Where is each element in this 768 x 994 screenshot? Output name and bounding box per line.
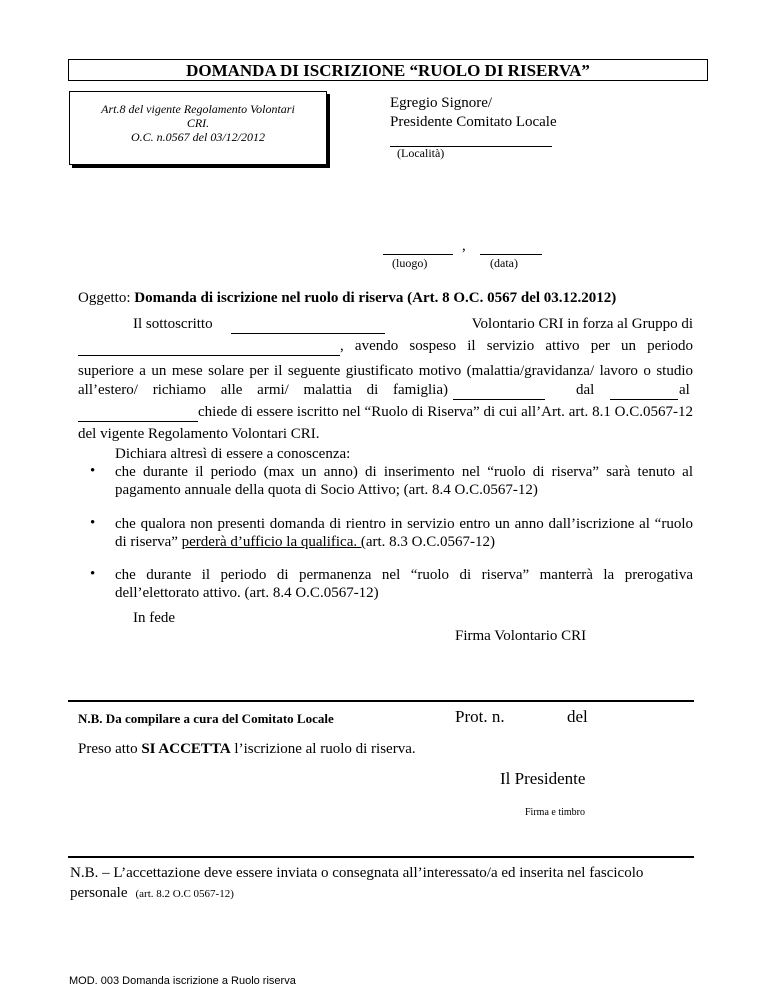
- place-field[interactable]: [383, 240, 453, 255]
- reference-line-1: Art.8 del vigente Regolamento Volontari: [101, 102, 295, 116]
- addressee-line-1: Egregio Signore/: [390, 95, 493, 111]
- place-label: (luogo): [392, 256, 428, 270]
- protocol-label: Prot. n.: [455, 707, 505, 726]
- acceptance-prefix: Preso atto: [78, 741, 138, 757]
- in-fede-label: In fede: [133, 610, 176, 626]
- body-group-label: Volontario CRI in forza al Gruppo di: [471, 316, 693, 332]
- final-note-ref: (art. 8.2 O.C 0567-12): [135, 888, 234, 900]
- date-field[interactable]: [480, 240, 542, 255]
- to-date-field-continued[interactable]: [78, 405, 198, 422]
- to-label: al: [679, 382, 690, 398]
- bullet-2-text: che qualora non presenti domanda di rientro in servizio entro un anno dall’iscrizione al “ruolo di riserva”: [115, 516, 693, 550]
- place-date-separator: ,: [462, 238, 466, 254]
- bullet-item-2: [115, 515, 693, 551]
- body-signer-label: Il sottoscritto: [133, 316, 213, 332]
- bullet-item-3: che durante il periodo di permanenza nel “ruolo di riserva” manterrà la prerogativa dell’elettorato attivo. (art. 8.4 O.C.0567-12): [115, 567, 693, 601]
- committee-note: N.B. Da compilare a cura del Comitato Locale: [78, 711, 334, 726]
- bullet-dot: •: [90, 566, 96, 582]
- form-code-footer: MOD. 003 Domanda iscrizione a Ruolo riserva: [69, 975, 296, 987]
- body-line-3: superiore a un mese solare per il seguente giustificato motivo (malattia/gravidanza/ lavoro o studio: [78, 363, 693, 379]
- declaration-intro: Dichiara altresì di essere a conoscenza:: [115, 446, 351, 462]
- from-label: dal: [576, 382, 595, 398]
- regulation-reference-box: [69, 91, 327, 165]
- bullet-2-ref: art. 8.3 O.C.0567-12): [365, 534, 496, 550]
- section-divider: [68, 700, 694, 702]
- addressee-line-2: Presidente Comitato Locale: [390, 114, 557, 130]
- volunteer-signature-label: Firma Volontario CRI: [455, 628, 587, 644]
- protocol-date-label: del: [567, 707, 588, 726]
- subject-line: [78, 290, 616, 307]
- document-title: DOMANDA DI ISCRIZIONE “RUOLO DI RISERVA”: [68, 59, 708, 81]
- reference-line-2: CRI.: [186, 116, 210, 130]
- president-label: Il Presidente: [500, 769, 586, 788]
- body-line-2: , avendo sospeso il servizio attivo per un periodo: [340, 338, 693, 354]
- date-label: (data): [490, 256, 518, 270]
- signature-stamp-label: Firma e timbro: [525, 807, 585, 818]
- body-line-6: del vigente Regolamento Volontari CRI.: [78, 426, 320, 442]
- final-note-line-1: N.B. – L’accettazione deve essere inviata o consegnata all’interessato/a ed inserita nel fascicolo: [70, 865, 644, 881]
- section-divider: [68, 856, 694, 858]
- signer-name-field[interactable]: [231, 317, 385, 334]
- to-date-field[interactable]: [610, 383, 678, 400]
- from-date-field[interactable]: [453, 383, 545, 400]
- acceptance-emphasis: SI ACCETTA: [141, 741, 231, 757]
- final-note-personale: personale: [70, 885, 128, 901]
- subject-text: Domanda di iscrizione nel ruolo di riserva (Art. 8 O.C. 0567 del 03.12.2012): [134, 290, 617, 306]
- locality-label: (Località): [397, 146, 445, 160]
- acceptance-line: [78, 741, 416, 758]
- acceptance-suffix: l’iscrizione al ruolo di riserva.: [234, 741, 416, 757]
- bullet-dot: •: [90, 515, 96, 531]
- final-note-line-2: [70, 884, 234, 902]
- bullet-item-1: che durante il periodo (max un anno) di inserimento nel “ruolo di riserva” sarà tenuto al pagamento annuale della quota di Socio Attivo; (art. 8.4 O.C.0567-12): [115, 464, 693, 498]
- body-line-5: chiede di essere iscritto nel “Ruolo di Riserva” di cui all’Art. art. 8.1 O.C.0567-12: [198, 404, 693, 420]
- reference-line-3: O.C. n.0567 del 03/12/2012: [131, 130, 265, 144]
- bullet-dot: •: [90, 463, 96, 479]
- group-name-field[interactable]: [78, 339, 340, 356]
- subject-label: Oggetto:: [78, 290, 131, 306]
- bullet-2-underlined: perderà d’ufficio la qualifica. (: [181, 534, 366, 550]
- body-line-4-text: all’estero/ richiamo alle armi/ malattia di famiglia): [78, 382, 448, 398]
